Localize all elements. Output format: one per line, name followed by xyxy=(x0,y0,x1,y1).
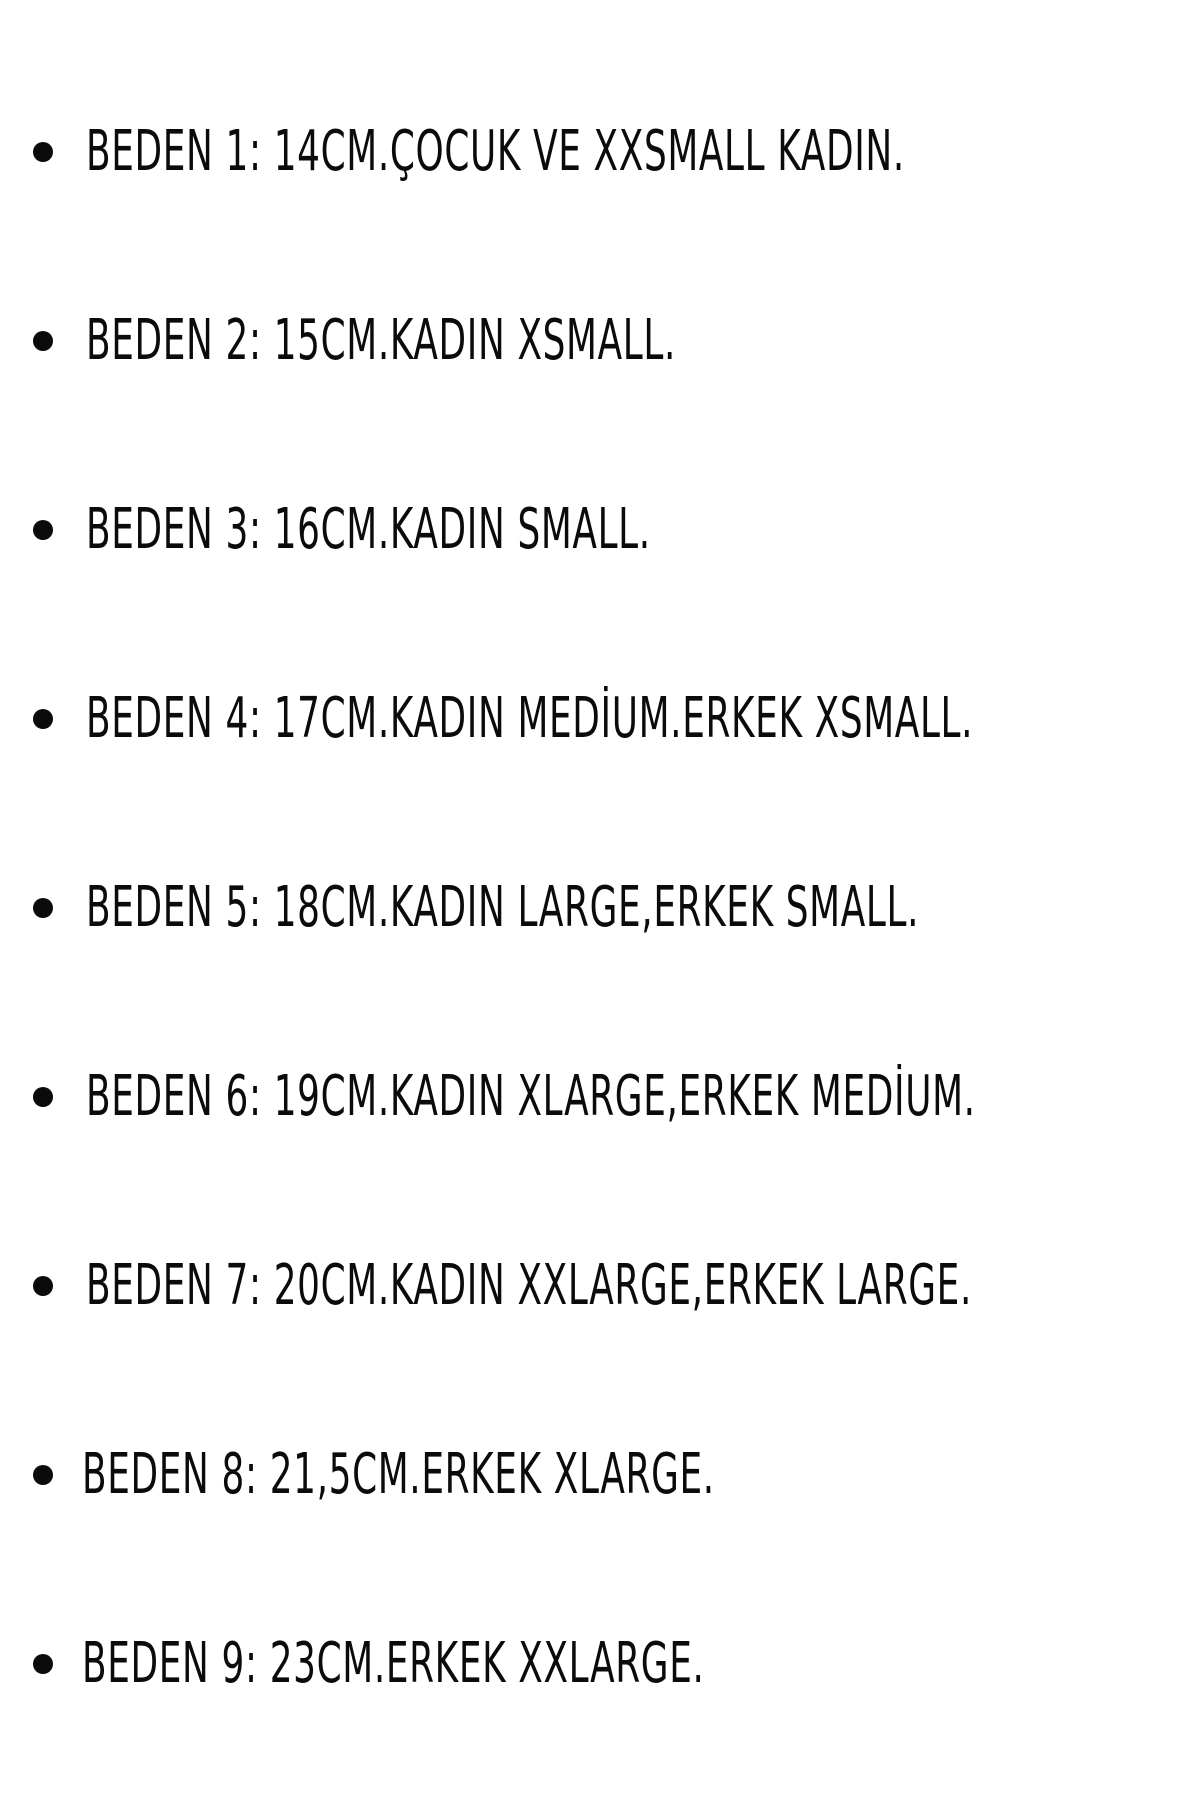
list-item xyxy=(0,679,1200,759)
list-item-label: BEDEN 7: 20CM.KADIN XXLARGE,ERKEK LARGE. xyxy=(86,1253,972,1318)
bullet-icon xyxy=(33,1276,53,1296)
list-item xyxy=(0,1435,1200,1515)
bullet-icon xyxy=(33,1087,53,1107)
list-item xyxy=(0,490,1200,570)
list-item xyxy=(0,868,1200,948)
list-item xyxy=(0,112,1200,192)
list-item-label: BEDEN 1: 14CM.ÇOCUK VE XXSMALL KADIN. xyxy=(86,119,905,184)
list-item xyxy=(0,1246,1200,1326)
list-item xyxy=(0,301,1200,381)
list-item-label: BEDEN 3: 16CM.KADIN SMALL. xyxy=(86,497,651,562)
list-item-label: BEDEN 9: 23CM.ERKEK XXLARGE. xyxy=(82,1631,705,1696)
list-item xyxy=(0,1624,1200,1704)
bullet-icon xyxy=(33,142,53,162)
bullet-icon xyxy=(33,898,53,918)
list-item-label: BEDEN 2: 15CM.KADIN XSMALL. xyxy=(86,308,677,373)
bullet-icon xyxy=(33,1654,53,1674)
list-item xyxy=(0,1057,1200,1137)
bullet-icon xyxy=(33,709,53,729)
bullet-icon xyxy=(33,1465,53,1485)
list-item-label: BEDEN 5: 18CM.KADIN LARGE,ERKEK SMALL. xyxy=(86,875,920,940)
bullet-icon xyxy=(33,520,53,540)
list-item-label: BEDEN 6: 19CM.KADIN XLARGE,ERKEK MEDİUM. xyxy=(86,1064,976,1129)
bullet-icon xyxy=(33,331,53,351)
list-item-label: BEDEN 8: 21,5CM.ERKEK XLARGE. xyxy=(82,1442,715,1507)
list-item-label: BEDEN 4: 17CM.KADIN MEDİUM.ERKEK XSMALL. xyxy=(86,686,974,751)
